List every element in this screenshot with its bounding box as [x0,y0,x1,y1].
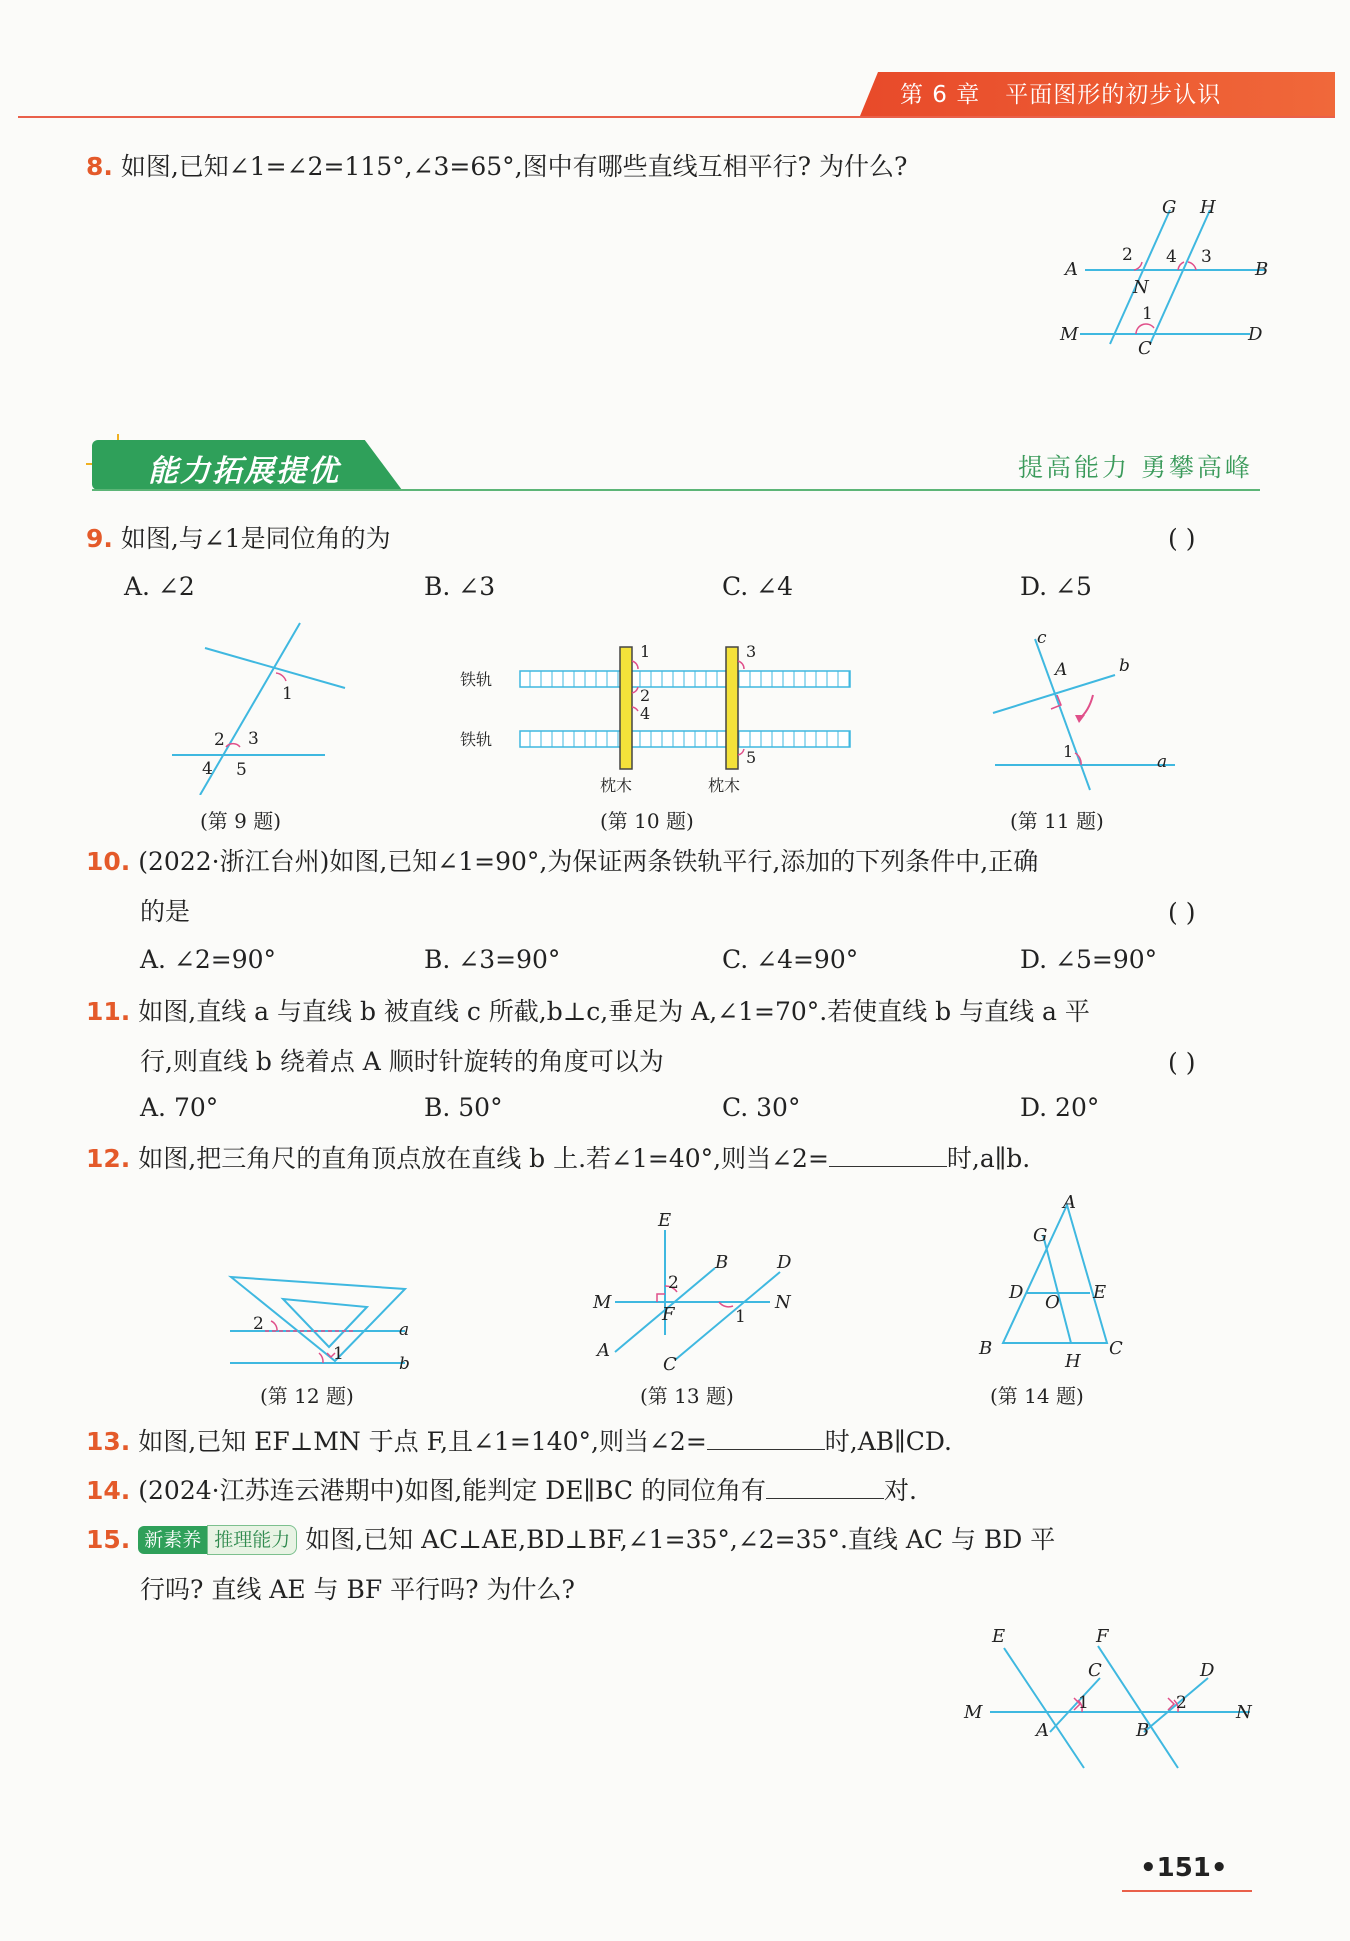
svg-text:O: O [1045,1292,1060,1313]
svg-text:2: 2 [253,1314,264,1334]
section-title: 能力拓展提优 [148,454,340,489]
tag-reasoning: 推理能力 [207,1525,297,1555]
svg-text:5: 5 [236,760,247,780]
question-text: 如图,已知 EF⊥MN 于点 F,且∠1=140°,则当∠2= [138,1427,707,1456]
caption-q12: (第 12 题) [260,1384,354,1408]
svg-text:F: F [662,1304,675,1325]
svg-text:A: A [1063,1195,1076,1213]
option-d: D. 20° [1020,1093,1100,1122]
option-a: A. ∠2 [124,572,195,601]
svg-text:5: 5 [746,748,757,767]
figure-q9 [160,615,350,795]
svg-text:H: H [1065,1351,1081,1372]
question-10 [86,845,1038,879]
answer-blank[interactable] [829,1144,947,1167]
page-number-rule [1122,1890,1252,1892]
svg-text:2: 2 [1176,1693,1187,1713]
question-11-line2: 行,则直线 b 绕着点 A 顺时针旋转的角度可以为 [140,1047,664,1076]
answer-blank[interactable] [707,1427,825,1450]
figure-q15 [960,1620,1260,1770]
svg-text:M: M [964,1702,983,1723]
question-15-line2: 行吗? 直线 AE 与 BF 平行吗? 为什么? [140,1575,575,1604]
svg-text:A: A [1065,259,1078,280]
caption-q11: (第 11 题) [1010,809,1104,833]
svg-text:G: G [1162,197,1177,218]
svg-text:B: B [715,1252,729,1273]
svg-text:2: 2 [1122,245,1133,265]
question-text: 如图,已知∠1=∠2=115°,∠3=65°,图中有哪些直线互相平行? 为什么? [120,152,908,181]
svg-text:1: 1 [1063,742,1074,761]
svg-text:E: E [992,1626,1006,1647]
option-b: B. ∠3 [424,572,496,601]
svg-text:D: D [1009,1282,1024,1303]
question-number: 15. [86,1525,131,1554]
question-text: (2024·江苏连云港期中)如图,能判定 DE∥BC 的同位角有 [138,1476,766,1505]
question-number: 13. [86,1427,131,1456]
option-b: B. 50° [424,1093,503,1122]
caption-q13: (第 13 题) [640,1384,734,1408]
svg-text:1: 1 [735,1307,746,1327]
question-number: 10. [86,847,131,876]
svg-text:1: 1 [1078,1693,1089,1713]
question-number: 14. [86,1476,131,1505]
figure-q10 [460,635,860,795]
question-text-end: 时,AB∥CD. [824,1427,952,1456]
option-d: D. ∠5 [1020,572,1092,601]
figure-q12 [225,1265,425,1375]
svg-text:D: D [777,1252,792,1273]
section-slogan: 提高能力 勇攀高峰 [1018,453,1253,482]
svg-text:B: B [1255,259,1269,280]
question-11 [86,995,1090,1029]
svg-text:3: 3 [746,642,757,661]
svg-text:E: E [1093,1282,1107,1303]
chapter-title: 平面图形的初步认识 [1005,82,1222,108]
figure-q11 [975,625,1195,800]
question-text: 如图,把三角尺的直角顶点放在直线 b 上.若∠1=40°,则当∠2= [138,1144,829,1173]
svg-text:1: 1 [640,642,651,661]
answer-paren: ( ) [1168,524,1196,553]
svg-text:B: B [979,1338,993,1359]
question-text-end: 对. [883,1476,917,1505]
answer-blank[interactable] [766,1476,884,1499]
svg-text:4: 4 [1166,247,1177,267]
svg-text:c: c [1037,628,1047,648]
question-text-line1: 如图,已知 AC⊥AE,BD⊥BF,∠1=35°,∠2=35°.直线 AC 与 BD 平 [305,1525,1056,1554]
svg-text:F: F [1096,1626,1109,1647]
caption-q10: (第 10 题) [600,809,694,833]
answer-paren: ( ) [1168,898,1196,927]
svg-text:M: M [593,1292,612,1313]
svg-text:1: 1 [282,684,293,704]
svg-text:D: D [1200,1660,1215,1681]
svg-text:1: 1 [333,1344,344,1364]
svg-text:A: A [1055,660,1068,680]
svg-text:A: A [1036,1720,1049,1741]
question-13 [86,1425,952,1459]
question-text: 如图,与∠1是同位角的为 [120,524,391,553]
page-number: •151• [1140,1853,1228,1883]
question-text-end: 时,a∥b. [946,1144,1031,1173]
option-d: D. ∠5=90° [1020,945,1158,974]
question-14 [86,1474,917,1508]
svg-text:E: E [658,1210,672,1231]
option-c: C. 30° [722,1093,801,1122]
svg-text:H: H [1200,197,1216,218]
question-10-line2: 的是 [140,897,191,926]
svg-text:3: 3 [1201,247,1212,267]
header-rule [18,116,1335,118]
svg-text:a: a [399,1320,410,1340]
svg-text:D: D [1248,324,1263,345]
svg-text:C: C [1088,1660,1102,1681]
option-c: C. ∠4 [722,572,793,601]
svg-text:G: G [1033,1225,1048,1246]
svg-text:铁轨: 铁轨 [460,730,493,749]
figure-q13 [585,1210,800,1375]
svg-text:b: b [1119,656,1130,676]
svg-text:3: 3 [248,729,259,749]
question-12 [86,1142,1030,1176]
svg-text:C: C [663,1354,677,1375]
chapter-header [900,76,1221,109]
caption-q9: (第 9 题) [200,809,282,833]
question-number: 8. [86,152,113,181]
question-9 [86,522,391,556]
question-number: 11. [86,997,131,1026]
option-a: A. 70° [140,1093,219,1122]
svg-text:M: M [1060,324,1079,345]
chapter-number: 第 6 章 [900,82,981,108]
question-text-line1: (2022·浙江台州)如图,已知∠1=90°,为保证两条铁轨平行,添加的下列条件中,正确 [138,847,1039,876]
svg-text:N: N [1133,277,1149,298]
option-a: A. ∠2=90° [140,945,277,974]
svg-text:b: b [399,1354,410,1374]
svg-text:N: N [1236,1702,1252,1723]
svg-text:枕木: 枕木 [708,776,741,795]
svg-text:2: 2 [640,686,651,705]
svg-text:2: 2 [668,1273,679,1293]
svg-text:1: 1 [1142,304,1153,324]
svg-text:2: 2 [214,730,225,750]
caption-q14: (第 14 题) [990,1384,1084,1408]
figure-q8 [1050,190,1280,360]
svg-text:N: N [775,1292,791,1313]
svg-text:4: 4 [202,759,213,779]
svg-text:B: B [1136,1720,1150,1741]
question-number: 9. [86,524,113,553]
tag-new-literacy: 新素养 [138,1526,207,1554]
question-text-line1: 如图,直线 a 与直线 b 被直线 c 所截,b⊥c,垂足为 A,∠1=70°.若使直线 b 与直线 a 平 [138,997,1090,1026]
option-b: B. ∠3=90° [424,945,561,974]
svg-text:A: A [597,1340,610,1361]
svg-text:铁轨: 铁轨 [460,670,493,689]
answer-paren: ( ) [1168,1048,1196,1077]
svg-text:4: 4 [640,704,651,723]
question-8 [86,150,907,184]
question-number: 12. [86,1144,131,1173]
question-15 [86,1523,1055,1557]
svg-text:C: C [1109,1338,1123,1359]
svg-text:C: C [1138,338,1152,359]
figure-q14 [965,1195,1135,1375]
svg-text:枕木: 枕木 [600,776,633,795]
option-c: C. ∠4=90° [722,945,859,974]
svg-text:a: a [1157,752,1168,772]
